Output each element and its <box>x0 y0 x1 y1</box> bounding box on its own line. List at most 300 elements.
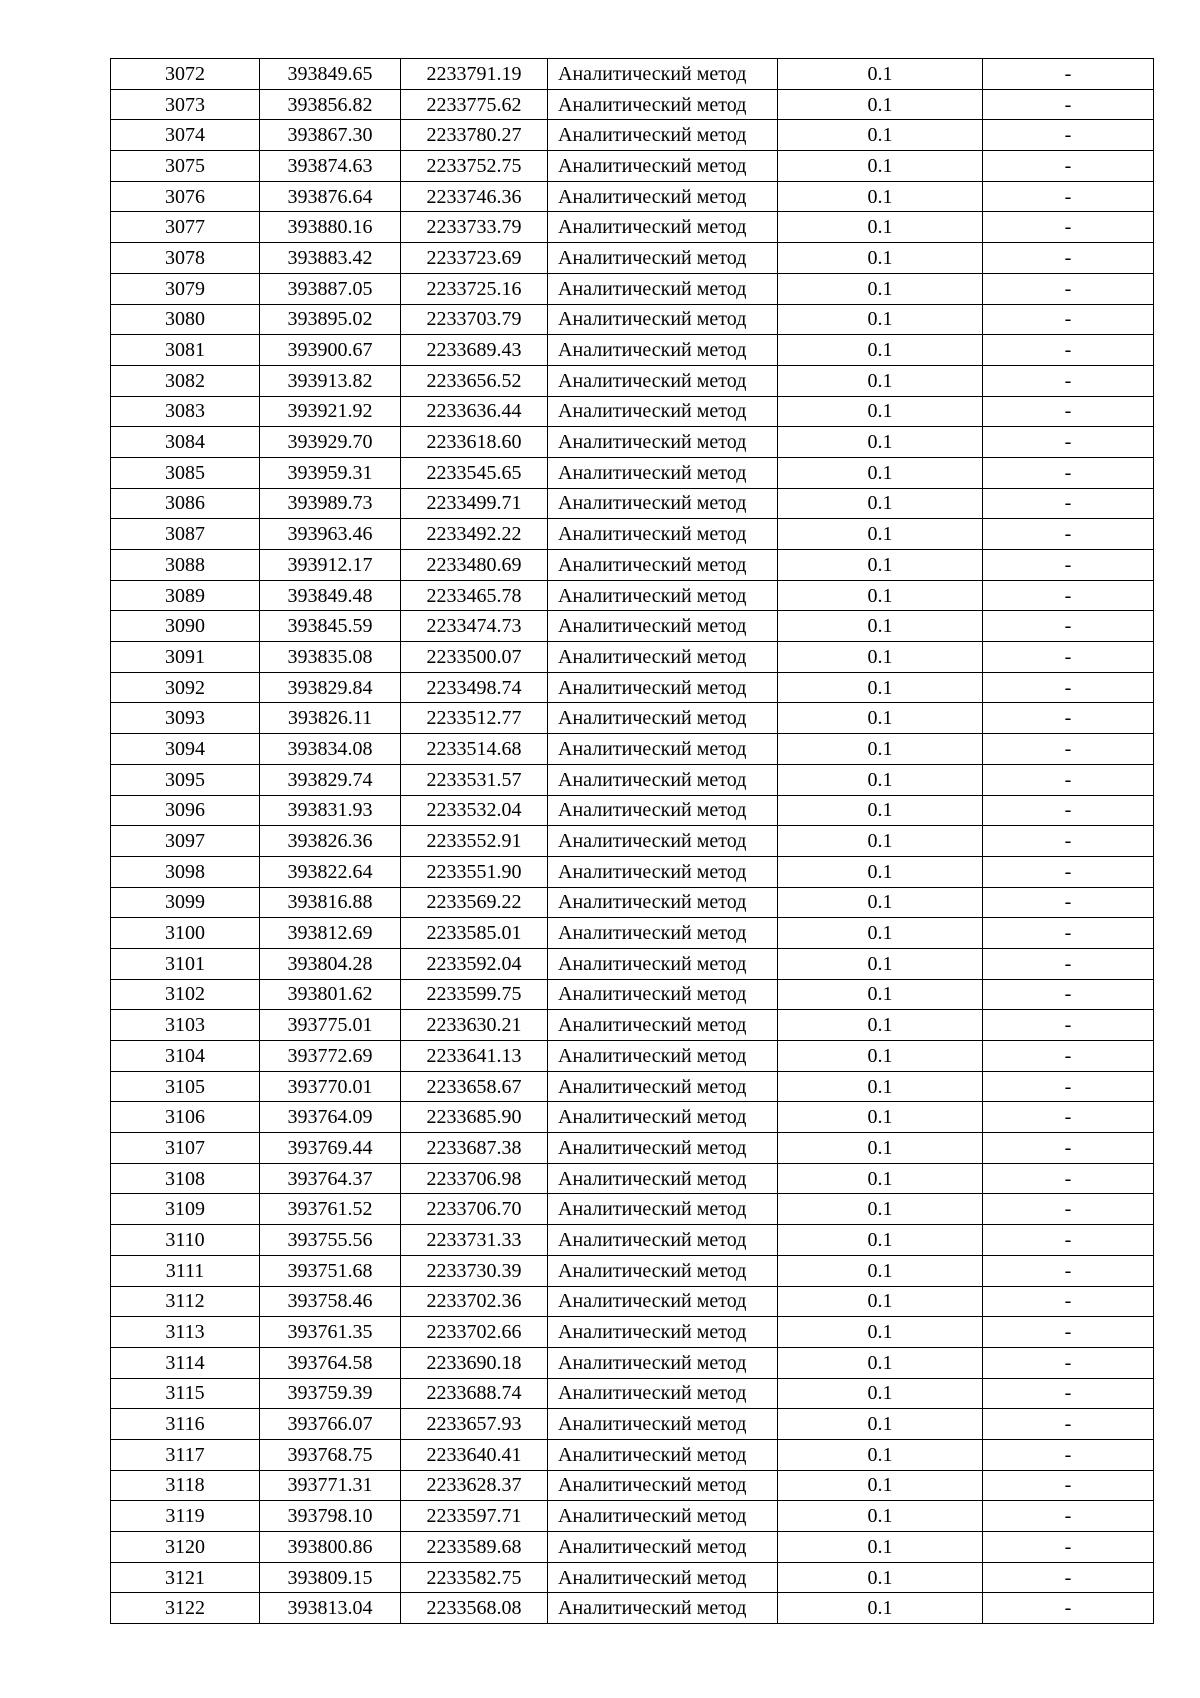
method-cell: Аналитический метод <box>548 304 778 335</box>
accuracy-cell: 0.1 <box>778 120 983 151</box>
accuracy-cell: 0.1 <box>778 1041 983 1072</box>
description-cell: - <box>983 1347 1154 1378</box>
x-coordinate-cell: 393758.46 <box>260 1286 401 1317</box>
description-cell: - <box>983 611 1154 642</box>
accuracy-cell: 0.1 <box>778 580 983 611</box>
method-cell: Аналитический метод <box>548 1347 778 1378</box>
method-cell: Аналитический метод <box>548 1286 778 1317</box>
y-coordinate-cell: 2233500.07 <box>401 642 548 673</box>
accuracy-cell: 0.1 <box>778 151 983 182</box>
accuracy-cell: 0.1 <box>778 427 983 458</box>
table-row <box>111 734 1154 765</box>
y-coordinate-cell: 2233552.91 <box>401 826 548 857</box>
description-cell: - <box>983 703 1154 734</box>
point-number-cell: 3103 <box>111 1010 260 1041</box>
point-number-cell: 3088 <box>111 550 260 581</box>
method-cell: Аналитический метод <box>548 580 778 611</box>
y-coordinate-cell: 2233656.52 <box>401 365 548 396</box>
x-coordinate-cell: 393913.82 <box>260 365 401 396</box>
y-coordinate-cell: 2233545.65 <box>401 457 548 488</box>
x-coordinate-cell: 393822.64 <box>260 856 401 887</box>
point-number-cell: 3081 <box>111 335 260 366</box>
table-row <box>111 59 1154 90</box>
x-coordinate-cell: 393768.75 <box>260 1439 401 1470</box>
method-cell: Аналитический метод <box>548 212 778 243</box>
description-cell: - <box>983 580 1154 611</box>
method-cell: Аналитический метод <box>548 672 778 703</box>
y-coordinate-cell: 2233568.08 <box>401 1593 548 1624</box>
table-row <box>111 795 1154 826</box>
table-row <box>111 1409 1154 1440</box>
table-row <box>111 1010 1154 1041</box>
method-cell: Аналитический метод <box>548 1562 778 1593</box>
table-row <box>111 1532 1154 1563</box>
method-cell: Аналитический метод <box>548 642 778 673</box>
point-number-cell: 3107 <box>111 1133 260 1164</box>
x-coordinate-cell: 393771.31 <box>260 1470 401 1501</box>
table-row <box>111 764 1154 795</box>
y-coordinate-cell: 2233703.79 <box>401 304 548 335</box>
y-coordinate-cell: 2233706.98 <box>401 1163 548 1194</box>
table-row <box>111 151 1154 182</box>
point-number-cell: 3110 <box>111 1225 260 1256</box>
table-row <box>111 918 1154 949</box>
description-cell: - <box>983 1470 1154 1501</box>
table-row <box>111 89 1154 120</box>
x-coordinate-cell: 393755.56 <box>260 1225 401 1256</box>
description-cell: - <box>983 1409 1154 1440</box>
x-coordinate-cell: 393751.68 <box>260 1255 401 1286</box>
description-cell: - <box>983 151 1154 182</box>
description-cell: - <box>983 672 1154 703</box>
y-coordinate-cell: 2233512.77 <box>401 703 548 734</box>
point-number-cell: 3117 <box>111 1439 260 1470</box>
x-coordinate-cell: 393829.84 <box>260 672 401 703</box>
method-cell: Аналитический метод <box>548 1317 778 1348</box>
point-number-cell: 3080 <box>111 304 260 335</box>
point-number-cell: 3104 <box>111 1041 260 1072</box>
point-number-cell: 3097 <box>111 826 260 857</box>
description-cell: - <box>983 1194 1154 1225</box>
description-cell: - <box>983 1163 1154 1194</box>
y-coordinate-cell: 2233657.93 <box>401 1409 548 1440</box>
x-coordinate-cell: 393761.35 <box>260 1317 401 1348</box>
description-cell: - <box>983 212 1154 243</box>
table-body <box>111 59 1154 1624</box>
accuracy-cell: 0.1 <box>778 826 983 857</box>
point-number-cell: 3116 <box>111 1409 260 1440</box>
description-cell: - <box>983 826 1154 857</box>
x-coordinate-cell: 393963.46 <box>260 519 401 550</box>
accuracy-cell: 0.1 <box>778 273 983 304</box>
table-row <box>111 1562 1154 1593</box>
accuracy-cell: 0.1 <box>778 550 983 581</box>
table-row <box>111 1286 1154 1317</box>
point-number-cell: 3094 <box>111 734 260 765</box>
table-row <box>111 243 1154 274</box>
x-coordinate-cell: 393809.15 <box>260 1562 401 1593</box>
point-number-cell: 3077 <box>111 212 260 243</box>
x-coordinate-cell: 393798.10 <box>260 1501 401 1532</box>
table-row <box>111 1470 1154 1501</box>
y-coordinate-cell: 2233597.71 <box>401 1501 548 1532</box>
accuracy-cell: 0.1 <box>778 1532 983 1563</box>
method-cell: Аналитический метод <box>548 795 778 826</box>
method-cell: Аналитический метод <box>548 181 778 212</box>
description-cell: - <box>983 734 1154 765</box>
description-cell: - <box>983 887 1154 918</box>
description-cell: - <box>983 243 1154 274</box>
table-row <box>111 1102 1154 1133</box>
table-row <box>111 1317 1154 1348</box>
y-coordinate-cell: 2233725.16 <box>401 273 548 304</box>
method-cell: Аналитический метод <box>548 488 778 519</box>
table-row <box>111 273 1154 304</box>
point-number-cell: 3096 <box>111 795 260 826</box>
point-number-cell: 3091 <box>111 642 260 673</box>
accuracy-cell: 0.1 <box>778 918 983 949</box>
description-cell: - <box>983 365 1154 396</box>
y-coordinate-cell: 2233569.22 <box>401 887 548 918</box>
accuracy-cell: 0.1 <box>778 1286 983 1317</box>
point-number-cell: 3082 <box>111 365 260 396</box>
table-row <box>111 1501 1154 1532</box>
accuracy-cell: 0.1 <box>778 672 983 703</box>
table-row <box>111 948 1154 979</box>
accuracy-cell: 0.1 <box>778 1562 983 1593</box>
method-cell: Аналитический метод <box>548 550 778 581</box>
x-coordinate-cell: 393835.08 <box>260 642 401 673</box>
x-coordinate-cell: 393813.04 <box>260 1593 401 1624</box>
method-cell: Аналитический метод <box>548 826 778 857</box>
y-coordinate-cell: 2233640.41 <box>401 1439 548 1470</box>
x-coordinate-cell: 393856.82 <box>260 89 401 120</box>
x-coordinate-cell: 393834.08 <box>260 734 401 765</box>
accuracy-cell: 0.1 <box>778 948 983 979</box>
y-coordinate-cell: 2233551.90 <box>401 856 548 887</box>
method-cell: Аналитический метод <box>548 1501 778 1532</box>
y-coordinate-cell: 2233702.36 <box>401 1286 548 1317</box>
method-cell: Аналитический метод <box>548 918 778 949</box>
y-coordinate-cell: 2233689.43 <box>401 335 548 366</box>
description-cell: - <box>983 181 1154 212</box>
method-cell: Аналитический метод <box>548 273 778 304</box>
table-row <box>111 1163 1154 1194</box>
y-coordinate-cell: 2233589.68 <box>401 1532 548 1563</box>
table-row <box>111 1133 1154 1164</box>
method-cell: Аналитический метод <box>548 1102 778 1133</box>
accuracy-cell: 0.1 <box>778 642 983 673</box>
description-cell: - <box>983 457 1154 488</box>
accuracy-cell: 0.1 <box>778 1347 983 1378</box>
method-cell: Аналитический метод <box>548 457 778 488</box>
description-cell: - <box>983 273 1154 304</box>
point-number-cell: 3099 <box>111 887 260 918</box>
point-number-cell: 3119 <box>111 1501 260 1532</box>
method-cell: Аналитический метод <box>548 396 778 427</box>
x-coordinate-cell: 393849.65 <box>260 59 401 90</box>
accuracy-cell: 0.1 <box>778 764 983 795</box>
y-coordinate-cell: 2233599.75 <box>401 979 548 1010</box>
method-cell: Аналитический метод <box>548 1133 778 1164</box>
description-cell: - <box>983 1501 1154 1532</box>
table-row <box>111 580 1154 611</box>
method-cell: Аналитический метод <box>548 948 778 979</box>
y-coordinate-cell: 2233592.04 <box>401 948 548 979</box>
x-coordinate-cell: 393887.05 <box>260 273 401 304</box>
accuracy-cell: 0.1 <box>778 1255 983 1286</box>
x-coordinate-cell: 393759.39 <box>260 1378 401 1409</box>
y-coordinate-cell: 2233628.37 <box>401 1470 548 1501</box>
method-cell: Аналитический метод <box>548 89 778 120</box>
y-coordinate-cell: 2233531.57 <box>401 764 548 795</box>
accuracy-cell: 0.1 <box>778 335 983 366</box>
point-number-cell: 3098 <box>111 856 260 887</box>
x-coordinate-cell: 393816.88 <box>260 887 401 918</box>
y-coordinate-cell: 2233688.74 <box>401 1378 548 1409</box>
accuracy-cell: 0.1 <box>778 703 983 734</box>
y-coordinate-cell: 2233690.18 <box>401 1347 548 1378</box>
description-cell: - <box>983 519 1154 550</box>
y-coordinate-cell: 2233733.79 <box>401 212 548 243</box>
accuracy-cell: 0.1 <box>778 1317 983 1348</box>
description-cell: - <box>983 795 1154 826</box>
accuracy-cell: 0.1 <box>778 181 983 212</box>
accuracy-cell: 0.1 <box>778 856 983 887</box>
point-number-cell: 3100 <box>111 918 260 949</box>
point-number-cell: 3072 <box>111 59 260 90</box>
point-number-cell: 3089 <box>111 580 260 611</box>
table-row <box>111 457 1154 488</box>
x-coordinate-cell: 393761.52 <box>260 1194 401 1225</box>
x-coordinate-cell: 393895.02 <box>260 304 401 335</box>
point-number-cell: 3118 <box>111 1470 260 1501</box>
table-row <box>111 703 1154 734</box>
description-cell: - <box>983 396 1154 427</box>
table-row <box>111 979 1154 1010</box>
point-number-cell: 3120 <box>111 1532 260 1563</box>
y-coordinate-cell: 2233780.27 <box>401 120 548 151</box>
x-coordinate-cell: 393800.86 <box>260 1532 401 1563</box>
description-cell: - <box>983 856 1154 887</box>
point-number-cell: 3112 <box>111 1286 260 1317</box>
table-row <box>111 1041 1154 1072</box>
table-row <box>111 642 1154 673</box>
point-number-cell: 3105 <box>111 1071 260 1102</box>
y-coordinate-cell: 2233723.69 <box>401 243 548 274</box>
accuracy-cell: 0.1 <box>778 1470 983 1501</box>
y-coordinate-cell: 2233585.01 <box>401 918 548 949</box>
table-row <box>111 1225 1154 1256</box>
x-coordinate-cell: 393804.28 <box>260 948 401 979</box>
method-cell: Аналитический метод <box>548 1409 778 1440</box>
y-coordinate-cell: 2233687.38 <box>401 1133 548 1164</box>
method-cell: Аналитический метод <box>548 1470 778 1501</box>
y-coordinate-cell: 2233480.69 <box>401 550 548 581</box>
y-coordinate-cell: 2233465.78 <box>401 580 548 611</box>
point-number-cell: 3092 <box>111 672 260 703</box>
y-coordinate-cell: 2233474.73 <box>401 611 548 642</box>
description-cell: - <box>983 1286 1154 1317</box>
x-coordinate-cell: 393764.37 <box>260 1163 401 1194</box>
method-cell: Аналитический метод <box>548 1163 778 1194</box>
method-cell: Аналитический метод <box>548 243 778 274</box>
x-coordinate-cell: 393770.01 <box>260 1071 401 1102</box>
x-coordinate-cell: 393867.30 <box>260 120 401 151</box>
method-cell: Аналитический метод <box>548 335 778 366</box>
y-coordinate-cell: 2233582.75 <box>401 1562 548 1593</box>
method-cell: Аналитический метод <box>548 151 778 182</box>
method-cell: Аналитический метод <box>548 1532 778 1563</box>
accuracy-cell: 0.1 <box>778 734 983 765</box>
point-number-cell: 3073 <box>111 89 260 120</box>
accuracy-cell: 0.1 <box>778 212 983 243</box>
table-row <box>111 488 1154 519</box>
description-cell: - <box>983 1133 1154 1164</box>
y-coordinate-cell: 2233791.19 <box>401 59 548 90</box>
point-number-cell: 3113 <box>111 1317 260 1348</box>
table-row <box>111 1347 1154 1378</box>
table-row <box>111 396 1154 427</box>
x-coordinate-cell: 393880.16 <box>260 212 401 243</box>
y-coordinate-cell: 2233731.33 <box>401 1225 548 1256</box>
point-number-cell: 3078 <box>111 243 260 274</box>
point-number-cell: 3121 <box>111 1562 260 1593</box>
accuracy-cell: 0.1 <box>778 611 983 642</box>
table-row <box>111 550 1154 581</box>
table-row <box>111 826 1154 857</box>
y-coordinate-cell: 2233702.66 <box>401 1317 548 1348</box>
description-cell: - <box>983 1225 1154 1256</box>
accuracy-cell: 0.1 <box>778 1071 983 1102</box>
description-cell: - <box>983 1010 1154 1041</box>
method-cell: Аналитический метод <box>548 1071 778 1102</box>
x-coordinate-cell: 393772.69 <box>260 1041 401 1072</box>
x-coordinate-cell: 393775.01 <box>260 1010 401 1041</box>
method-cell: Аналитический метод <box>548 979 778 1010</box>
table-row <box>111 1439 1154 1470</box>
method-cell: Аналитический метод <box>548 611 778 642</box>
accuracy-cell: 0.1 <box>778 457 983 488</box>
y-coordinate-cell: 2233618.60 <box>401 427 548 458</box>
x-coordinate-cell: 393764.09 <box>260 1102 401 1133</box>
point-number-cell: 3111 <box>111 1255 260 1286</box>
x-coordinate-cell: 393876.64 <box>260 181 401 212</box>
table-row <box>111 856 1154 887</box>
method-cell: Аналитический метод <box>548 856 778 887</box>
method-cell: Аналитический метод <box>548 703 778 734</box>
point-number-cell: 3093 <box>111 703 260 734</box>
table-row <box>111 1255 1154 1286</box>
description-cell: - <box>983 918 1154 949</box>
x-coordinate-cell: 393874.63 <box>260 151 401 182</box>
accuracy-cell: 0.1 <box>778 488 983 519</box>
accuracy-cell: 0.1 <box>778 304 983 335</box>
y-coordinate-cell: 2233498.74 <box>401 672 548 703</box>
table-row <box>111 1194 1154 1225</box>
method-cell: Аналитический метод <box>548 1194 778 1225</box>
y-coordinate-cell: 2233706.70 <box>401 1194 548 1225</box>
table-row <box>111 1071 1154 1102</box>
point-number-cell: 3122 <box>111 1593 260 1624</box>
table-row <box>111 427 1154 458</box>
accuracy-cell: 0.1 <box>778 1133 983 1164</box>
accuracy-cell: 0.1 <box>778 1102 983 1133</box>
y-coordinate-cell: 2233514.68 <box>401 734 548 765</box>
description-cell: - <box>983 89 1154 120</box>
point-number-cell: 3074 <box>111 120 260 151</box>
y-coordinate-cell: 2233775.62 <box>401 89 548 120</box>
y-coordinate-cell: 2233685.90 <box>401 1102 548 1133</box>
x-coordinate-cell: 393769.44 <box>260 1133 401 1164</box>
point-number-cell: 3075 <box>111 151 260 182</box>
description-cell: - <box>983 1562 1154 1593</box>
description-cell: - <box>983 120 1154 151</box>
description-cell: - <box>983 427 1154 458</box>
description-cell: - <box>983 764 1154 795</box>
method-cell: Аналитический метод <box>548 120 778 151</box>
x-coordinate-cell: 393959.31 <box>260 457 401 488</box>
table-row <box>111 304 1154 335</box>
accuracy-cell: 0.1 <box>778 887 983 918</box>
y-coordinate-cell: 2233752.75 <box>401 151 548 182</box>
y-coordinate-cell: 2233499.71 <box>401 488 548 519</box>
x-coordinate-cell: 393826.11 <box>260 703 401 734</box>
point-number-cell: 3079 <box>111 273 260 304</box>
y-coordinate-cell: 2233492.22 <box>401 519 548 550</box>
accuracy-cell: 0.1 <box>778 1501 983 1532</box>
accuracy-cell: 0.1 <box>778 1439 983 1470</box>
x-coordinate-cell: 393801.62 <box>260 979 401 1010</box>
x-coordinate-cell: 393883.42 <box>260 243 401 274</box>
x-coordinate-cell: 393831.93 <box>260 795 401 826</box>
x-coordinate-cell: 393929.70 <box>260 427 401 458</box>
method-cell: Аналитический метод <box>548 1225 778 1256</box>
description-cell: - <box>983 550 1154 581</box>
method-cell: Аналитический метод <box>548 764 778 795</box>
accuracy-cell: 0.1 <box>778 979 983 1010</box>
table-row <box>111 335 1154 366</box>
description-cell: - <box>983 304 1154 335</box>
method-cell: Аналитический метод <box>548 1255 778 1286</box>
point-number-cell: 3101 <box>111 948 260 979</box>
point-number-cell: 3085 <box>111 457 260 488</box>
table-row <box>111 1378 1154 1409</box>
accuracy-cell: 0.1 <box>778 519 983 550</box>
method-cell: Аналитический метод <box>548 1041 778 1072</box>
description-cell: - <box>983 1041 1154 1072</box>
point-number-cell: 3083 <box>111 396 260 427</box>
y-coordinate-cell: 2233532.04 <box>401 795 548 826</box>
x-coordinate-cell: 393829.74 <box>260 764 401 795</box>
x-coordinate-cell: 393766.07 <box>260 1409 401 1440</box>
description-cell: - <box>983 1593 1154 1624</box>
x-coordinate-cell: 393989.73 <box>260 488 401 519</box>
table-row <box>111 611 1154 642</box>
accuracy-cell: 0.1 <box>778 1378 983 1409</box>
accuracy-cell: 0.1 <box>778 1409 983 1440</box>
table-row <box>111 120 1154 151</box>
description-cell: - <box>983 59 1154 90</box>
description-cell: - <box>983 335 1154 366</box>
method-cell: Аналитический метод <box>548 1010 778 1041</box>
point-number-cell: 3084 <box>111 427 260 458</box>
point-number-cell: 3090 <box>111 611 260 642</box>
description-cell: - <box>983 1071 1154 1102</box>
point-number-cell: 3115 <box>111 1378 260 1409</box>
x-coordinate-cell: 393921.92 <box>260 396 401 427</box>
x-coordinate-cell: 393912.17 <box>260 550 401 581</box>
